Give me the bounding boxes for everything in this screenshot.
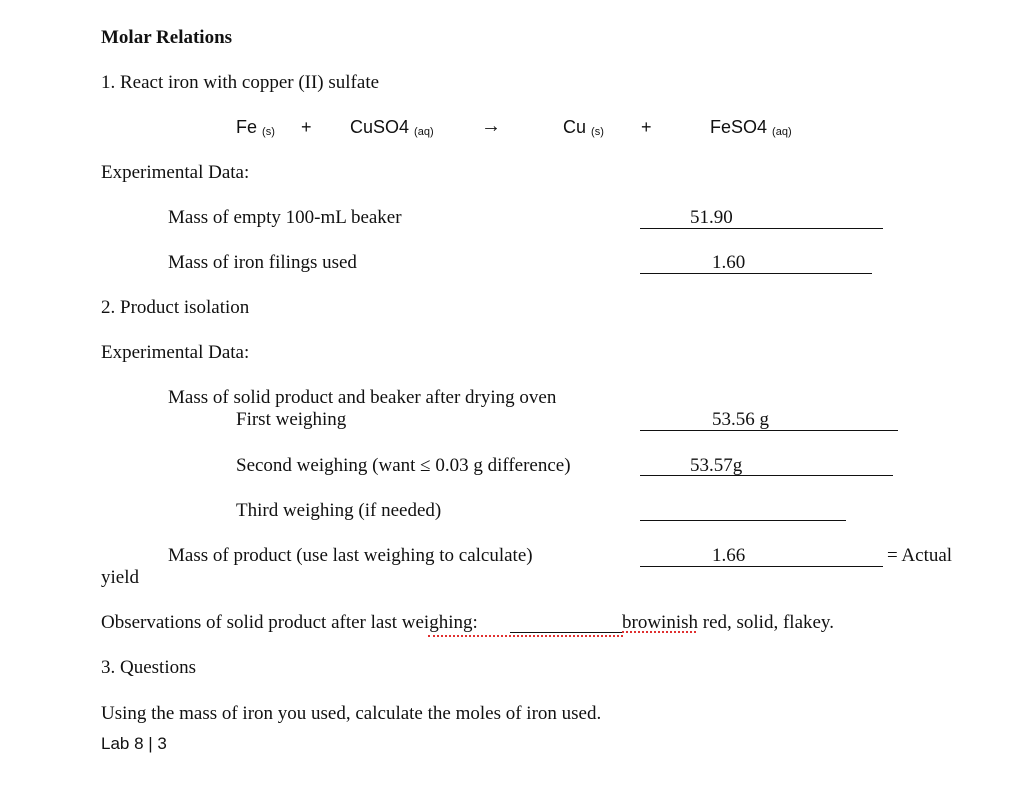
equation-feso4: FeSO4 (aq): [710, 117, 792, 138]
weighing-group-label: Mass of solid product and beaker after drying oven: [168, 387, 557, 408]
section-1-title: 1. React iron with copper (II) sulfate: [101, 72, 380, 93]
first-weighing-value: 53.56 g: [712, 409, 769, 430]
product-mass-value: 1.66: [712, 545, 746, 566]
equation-plus-1: +: [301, 117, 312, 137]
blank-line-second-weighing: [640, 475, 893, 476]
page-footer: Lab 8 | 3: [101, 734, 167, 753]
observations-value: browinish red, solid, flakey.: [622, 612, 834, 633]
second-weighing-label: Second weighing (want ≤ 0.03 g difference): [236, 455, 571, 476]
equation-cuso4: CuSO4 (aq): [350, 117, 434, 138]
spellcheck-underline: [428, 635, 623, 637]
experimental-data-label-1: Experimental Data:: [101, 162, 250, 183]
value-beaker-mass: 51.90: [690, 207, 733, 228]
actual-label: = Actual: [887, 545, 953, 566]
observations-label: Observations of solid product after last weighing:: [101, 612, 478, 633]
actual-yield-wrap: yield: [101, 567, 139, 588]
product-mass-label: Mass of product (use last weighing to calculate): [168, 545, 533, 566]
blank-line-iron-mass: [640, 273, 872, 274]
blank-line-third-weighing: [640, 520, 846, 521]
blank-line-product-mass: [640, 566, 883, 567]
row-label-beaker-mass: Mass of empty 100-mL beaker: [168, 207, 402, 228]
third-weighing-label: Third weighing (if needed): [236, 500, 442, 521]
experimental-data-label-2: Experimental Data:: [101, 342, 250, 363]
equation-cu: Cu (s): [563, 117, 604, 138]
blank-line-beaker-mass: [640, 228, 883, 229]
section-3-title: 3. Questions: [101, 657, 196, 678]
row-label-iron-mass: Mass of iron filings used: [168, 252, 357, 273]
value-iron-mass: 1.60: [712, 252, 746, 273]
second-weighing-value: 53.57g: [690, 455, 743, 476]
section-2-title: 2. Product isolation: [101, 297, 250, 318]
misspelled-word: browinish: [622, 612, 698, 633]
equation-fe: Fe (s): [236, 117, 275, 138]
question-1: Using the mass of iron you used, calculate the moles of iron used.: [101, 703, 602, 724]
equation-plus-2: +: [641, 117, 652, 137]
reaction-arrow-icon: →: [481, 115, 501, 137]
first-weighing-label: First weighing: [236, 409, 347, 430]
page-title: Molar Relations: [101, 27, 233, 48]
blank-line-first-weighing: [640, 430, 898, 431]
blank-line-observations: [510, 632, 622, 633]
